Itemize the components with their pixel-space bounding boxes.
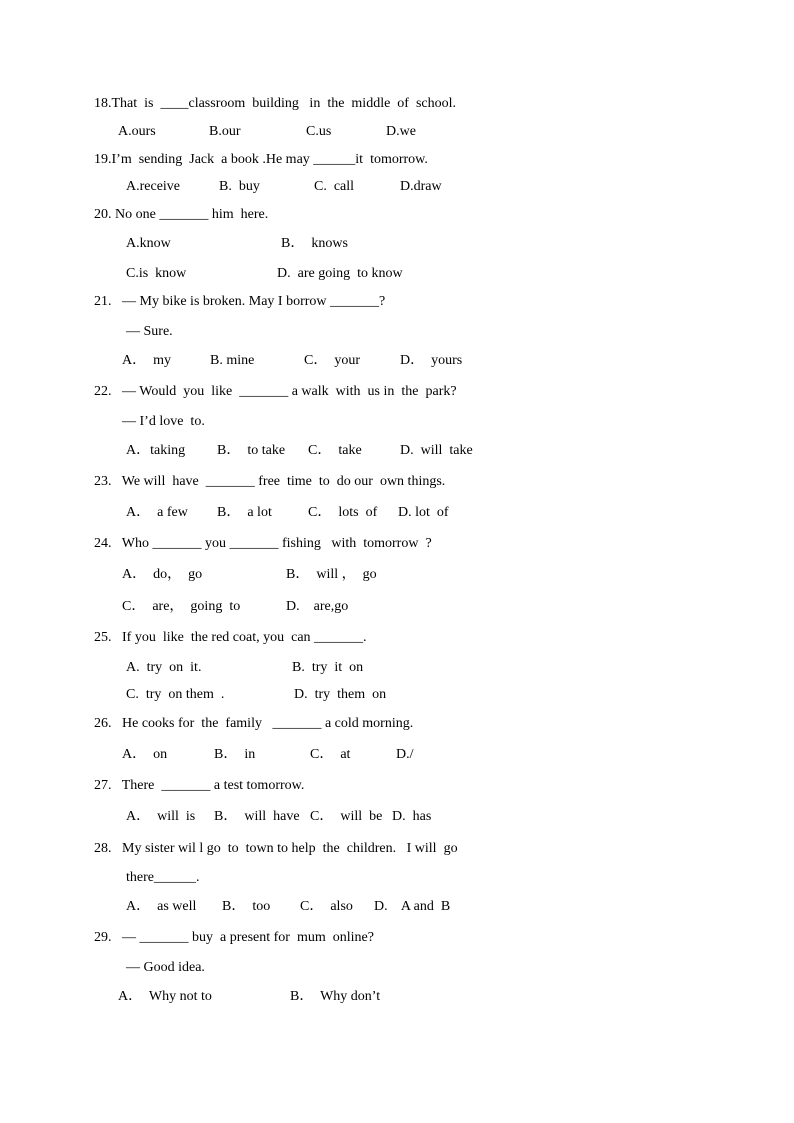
option-b: B． knows xyxy=(281,236,348,251)
option-d: D. has xyxy=(392,809,432,824)
option-c: C． are， going to xyxy=(122,599,241,614)
question-stem: 29. — _______ buy a present for mum online? xyxy=(94,930,374,945)
dialogue-reply: — Good idea. xyxy=(126,960,205,975)
option-b: B． Why don’t xyxy=(290,989,381,1004)
option-b: B． too xyxy=(222,899,271,914)
option-a: A． will is xyxy=(126,809,196,824)
option-a: A． do， go xyxy=(122,567,203,582)
option-d: D. are,go xyxy=(286,599,349,614)
option-c: C.us xyxy=(306,124,332,139)
option-a: A. try on it. xyxy=(126,660,202,675)
question-stem: 28. My sister wil l go to town to help the children. I will go xyxy=(94,841,458,856)
question-stem: 20. No one _______ him here. xyxy=(94,207,269,222)
option-c: C． your xyxy=(304,353,360,368)
question-stem: 22. — Would you like _______ a walk with us in the park? xyxy=(94,384,457,399)
option-d: D. try them on xyxy=(294,687,387,702)
option-a: A．taking xyxy=(126,443,186,458)
option-d: D． yours xyxy=(400,353,463,368)
option-c: C． take xyxy=(308,443,362,458)
option-a: A． on xyxy=(122,747,168,762)
option-d: D.draw xyxy=(400,179,442,194)
option-a: A.ours xyxy=(118,124,156,139)
option-c: C.is know xyxy=(126,266,187,281)
question-stem: 19.I’m sending Jack a book .He may ______it tomorrow. xyxy=(94,152,428,167)
question-stem: 23. We will have _______ free time to do our own things. xyxy=(94,474,446,489)
option-d: D. lot of xyxy=(398,505,449,520)
option-b: B． a lot xyxy=(217,505,272,520)
dialogue-reply: — I’d love to. xyxy=(122,414,205,429)
option-c: C. try on them . xyxy=(126,687,225,702)
question-stem-continued: there______. xyxy=(126,870,200,885)
option-a: A． as well xyxy=(126,899,197,914)
option-b: B. buy xyxy=(219,179,260,194)
option-c: C. call xyxy=(314,179,355,194)
option-c: C． also xyxy=(300,899,353,914)
question-stem: 27. There _______ a test tomorrow. xyxy=(94,778,305,793)
question-stem: 18.That is ____classroom building in the middle of school. xyxy=(94,96,457,111)
option-d: D./ xyxy=(396,747,414,762)
option-d: D.we xyxy=(386,124,416,139)
option-b: B.our xyxy=(209,124,241,139)
option-b: B． in xyxy=(214,747,256,762)
option-c: C． lots of xyxy=(308,505,378,520)
option-b: B． will have xyxy=(214,809,300,824)
option-b: B． will ， go xyxy=(286,567,377,582)
option-c: C． at xyxy=(310,747,351,762)
option-a: A． a few xyxy=(126,505,188,520)
option-a: A.know xyxy=(126,236,171,251)
option-b: B． to take xyxy=(217,443,286,458)
question-stem: 24. Who _______ you _______ fishing with tomorrow ? xyxy=(94,536,432,551)
question-stem: 21. — My bike is broken. May I borrow _______? xyxy=(94,294,386,309)
option-d: D. are going to know xyxy=(277,266,403,281)
option-b: B. try it on xyxy=(292,660,364,675)
option-a: A． my xyxy=(122,353,171,368)
option-d: D. A and B xyxy=(374,899,451,914)
option-d: D. will take xyxy=(400,443,473,458)
question-stem: 25. If you like the red coat, you can _______. xyxy=(94,630,367,645)
question-stem: 26. He cooks for the family _______ a cold morning. xyxy=(94,716,414,731)
option-c: C． will be xyxy=(310,809,383,824)
dialogue-reply: — Sure. xyxy=(126,324,173,339)
option-a: A.receive xyxy=(126,179,181,194)
option-a: A． Why not to xyxy=(118,989,212,1004)
option-b: B. mine xyxy=(210,353,255,368)
